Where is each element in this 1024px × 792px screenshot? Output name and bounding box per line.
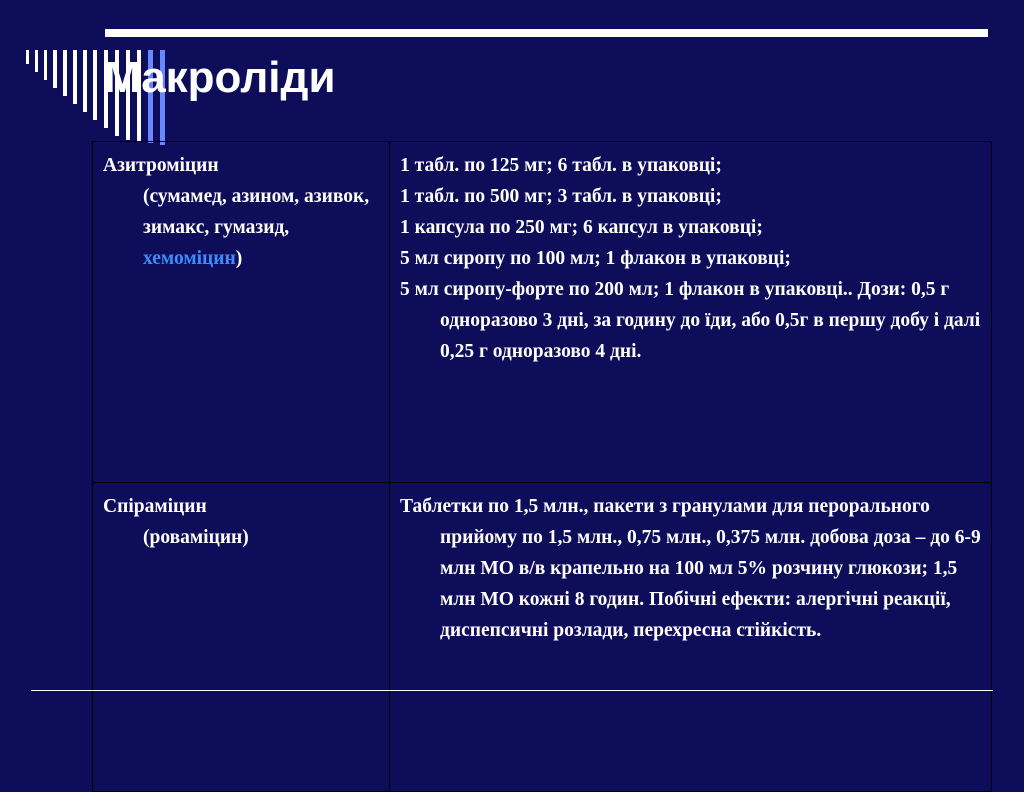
- detail-line: 5 мл сиропу по 100 мл; 1 флакон в упаковці;: [400, 248, 791, 269]
- detail-line: 5 мл сиропу-форте по 200 мл; 1 флакон в упаковці.. Дози: 0,5 г одноразово 3 дні, за годину до їди, або 0,5г в першу добу і далі 0,25 г одноразово 4 дні.: [400, 279, 981, 362]
- drug-name-cell: [93, 142, 390, 483]
- detail-line: 1 табл. по 125 мг; 6 табл. в упаковці;: [400, 155, 722, 176]
- bottom-decorative-rule: [31, 690, 993, 691]
- drug-details-cell: [390, 142, 992, 483]
- drug-details-cell: [390, 483, 992, 792]
- drug-name-cell: [93, 483, 390, 792]
- drug-name-text: Азитроміцин (сумамед, азином, азивок, зимакс, гумазид, хемоміцин): [103, 155, 370, 269]
- detail-line: 1 табл. по 500 мг; 3 табл. в упаковці;: [400, 186, 722, 207]
- highlighted-drug-name: хемоміцин: [143, 248, 236, 269]
- detail-line: 1 капсула по 250 мг; 6 капсул в упаковці;: [400, 217, 763, 238]
- top-decorative-rule: [105, 29, 988, 37]
- detail-line: Таблетки по 1,5 млн., пакети з гранулами для перорального прийому по 1,5 млн., 0,75 млн., 0,375 млн. добова доза – до 6-9 млн МО в/в крапельно на 100 мл 5% розчину глюкози; 1,5 млн МО кожні 8 годин. Побічні ефекти: алергічні реакції, диспепсичні розлади, перехресна стійкість.: [400, 496, 981, 641]
- table-row: [93, 142, 992, 483]
- table-row: [93, 483, 992, 792]
- slide-title: Макроліди: [104, 53, 336, 102]
- drug-name-text: Спіраміцин (роваміцин): [103, 496, 249, 548]
- drug-table: [92, 141, 992, 792]
